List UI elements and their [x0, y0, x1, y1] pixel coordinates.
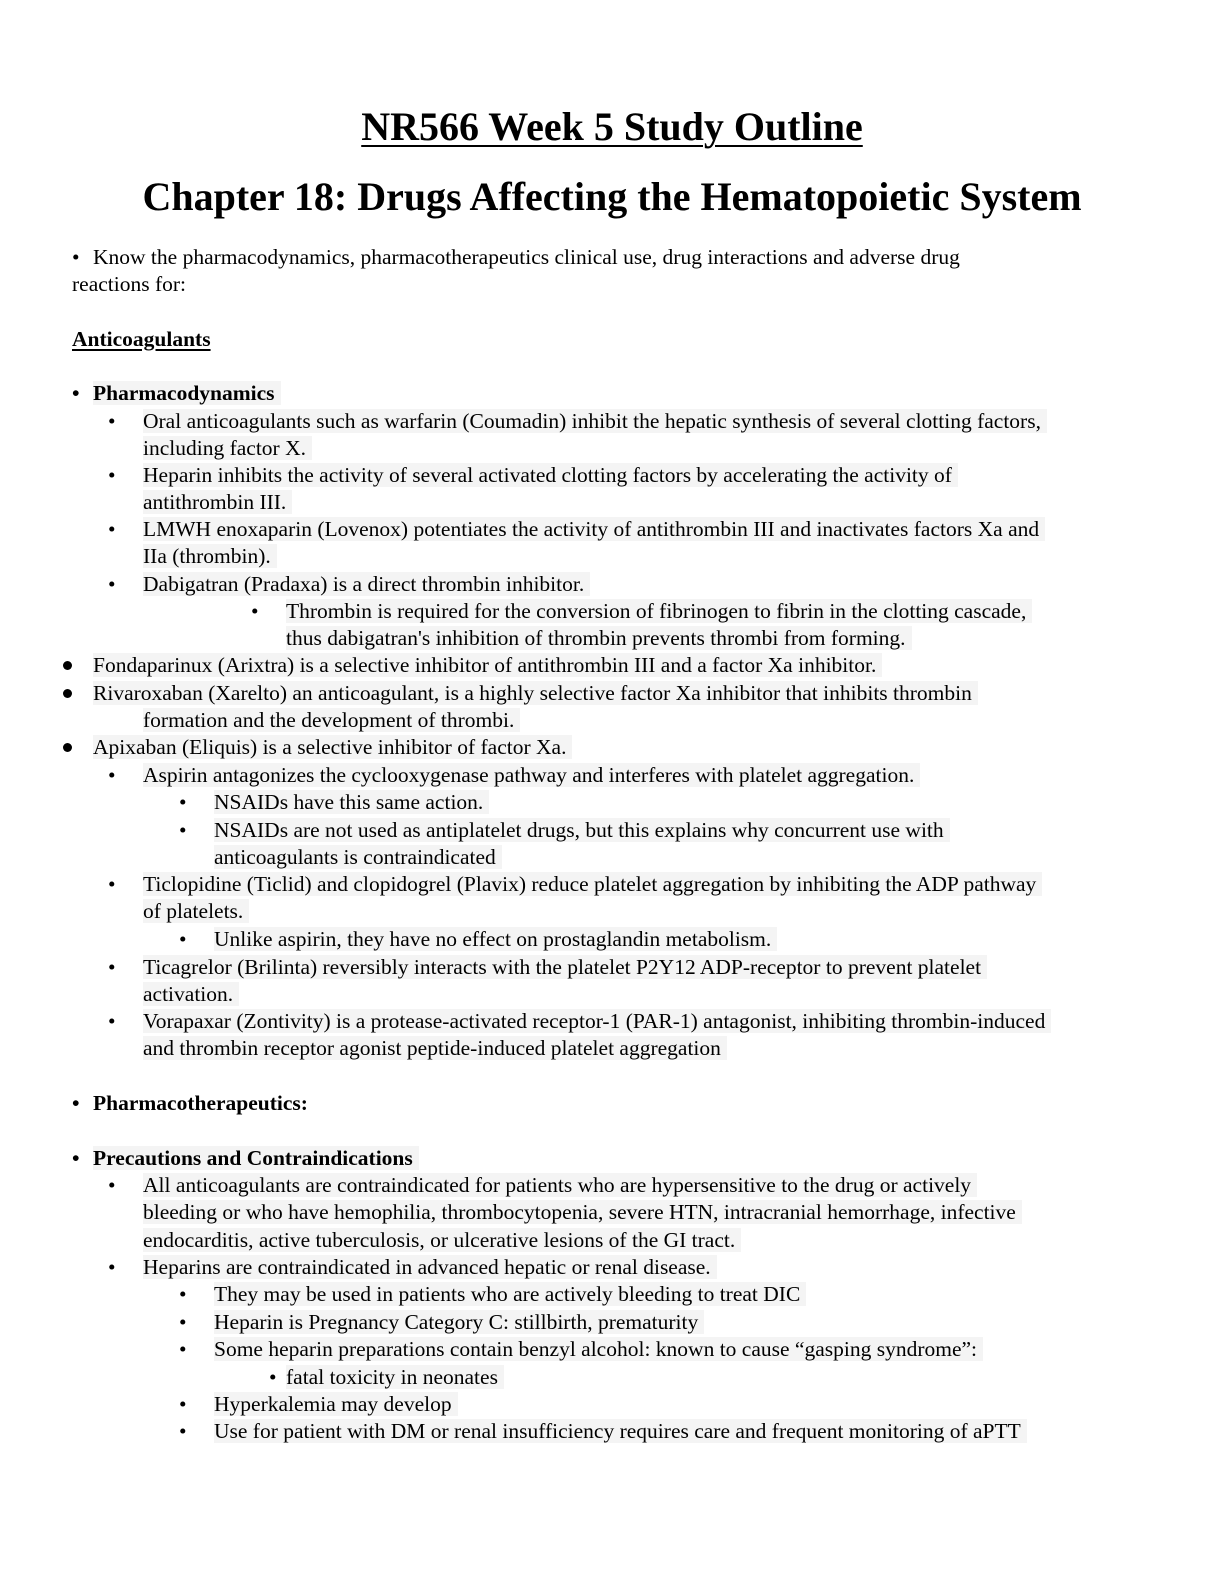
bullet-dot	[63, 743, 72, 752]
list-item: anticoagulants is contraindicated	[214, 844, 502, 871]
list-item: All anticoagulants are contraindicated for patients who are hypersensitive to the drug or actively	[143, 1172, 977, 1199]
bullet: •	[108, 955, 116, 979]
bullet: •	[269, 1365, 277, 1389]
bullet: •	[179, 1282, 187, 1306]
list-item: formation and the development of thrombi.	[143, 707, 520, 734]
bullet: •	[179, 927, 187, 951]
list-item: Use for patient with DM or renal insufficiency requires care and frequent monitoring of aPTT	[214, 1418, 1027, 1445]
list-item: Heparin is Pregnancy Category C: stillbirth, prematurity	[214, 1309, 704, 1336]
heading-pharmacodynamics: Pharmacodynamics	[93, 380, 281, 407]
list-item: bleeding or who have hemophilia, thrombocytopenia, severe HTN, intracranial hemorrhage, infective	[143, 1199, 1022, 1226]
bullet-dot	[63, 689, 72, 698]
list-item: and thrombin receptor agonist peptide-induced platelet aggregation	[143, 1035, 727, 1062]
list-item: Aspirin antagonizes the cyclooxygenase pathway and interferes with platelet aggregation.	[143, 762, 920, 789]
list-item: NSAIDs have this same action.	[214, 789, 489, 816]
list-item: Heparins are contraindicated in advanced hepatic or renal disease.	[143, 1254, 717, 1281]
heading-pharmacotherapeutics: Pharmacotherapeutics:	[93, 1091, 308, 1115]
list-item: Thrombin is required for the conversion of fibrinogen to fibrin in the clotting cascade,	[286, 598, 1032, 625]
list-item: LMWH enoxaparin (Lovenox) potentiates the activity of antithrombin III and inactivates factors Xa and	[143, 516, 1045, 543]
bullet: •	[179, 818, 187, 842]
list-item: NSAIDs are not used as antiplatelet drugs, but this explains why concurrent use with	[214, 817, 950, 844]
bullet: •	[108, 872, 116, 896]
intro-bullet: •	[72, 245, 80, 269]
list-item: fatal toxicity in neonates	[286, 1364, 504, 1391]
section-heading-anticoagulants: Anticoagulants	[72, 327, 211, 351]
list-item: Ticlopidine (Ticlid) and clopidogrel (Plavix) reduce platelet aggregation by inhibiting the ADP pathway	[143, 871, 1042, 898]
list-item: Apixaban (Eliquis) is a selective inhibitor of factor Xa.	[93, 734, 572, 761]
list-item: They may be used in patients who are actively bleeding to treat DIC	[214, 1281, 806, 1308]
list-item: Some heparin preparations contain benzyl alcohol: known to cause “gasping syndrome”:	[214, 1336, 983, 1363]
list-item: Fondaparinux (Arixtra) is a selective inhibitor of antithrombin III and a factor Xa inhibitor.	[93, 652, 882, 679]
bullet: •	[179, 790, 187, 814]
bullet: •	[72, 1146, 80, 1170]
intro-line: reactions for:	[72, 272, 187, 296]
list-item: antithrombin III.	[143, 489, 292, 516]
list-item: Vorapaxar (Zontivity) is a protease-activated receptor-1 (PAR-1) antagonist, inhibiting thrombin-induced	[143, 1008, 1051, 1035]
list-item: Hyperkalemia may develop	[214, 1391, 458, 1418]
list-item: Ticagrelor (Brilinta) reversibly interacts with the platelet P2Y12 ADP-receptor to prevent platelet	[143, 954, 987, 981]
list-item: Oral anticoagulants such as warfarin (Coumadin) inhibit the hepatic synthesis of several clotting factors,	[143, 408, 1047, 435]
list-item: endocarditis, active tuberculosis, or ulcerative lesions of the GI tract.	[143, 1227, 741, 1254]
bullet: •	[179, 1310, 187, 1334]
list-item: including factor X.	[143, 435, 312, 462]
bullet: •	[251, 599, 259, 623]
chapter-title: Chapter 18: Drugs Affecting the Hematopoietic System	[142, 174, 1082, 219]
heading-precautions: Precautions and Contraindications	[93, 1145, 419, 1172]
bullet: •	[179, 1392, 187, 1416]
intro-line: Know the pharmacodynamics, pharmacotherapeutics clinical use, drug interactions and adverse drug	[93, 245, 960, 269]
bullet: •	[72, 381, 80, 405]
list-item: IIa (thrombin).	[143, 543, 277, 570]
bullet: •	[108, 1255, 116, 1279]
bullet: •	[108, 572, 116, 596]
list-item: thus dabigatran's inhibition of thrombin prevents thrombi from forming.	[286, 625, 912, 652]
list-item: Rivaroxaban (Xarelto) an anticoagulant, is a highly selective factor Xa inhibitor that inhibits thrombin	[93, 680, 978, 707]
list-item: Unlike aspirin, they have no effect on prostaglandin metabolism.	[214, 926, 777, 953]
document-title: NR566 Week 5 Study Outline	[361, 104, 863, 149]
list-item: of platelets.	[143, 898, 249, 925]
bullet: •	[179, 1419, 187, 1443]
bullet: •	[108, 763, 116, 787]
bullet: •	[108, 409, 116, 433]
bullet-dot	[63, 661, 72, 670]
bullet: •	[72, 1091, 80, 1115]
bullet: •	[108, 517, 116, 541]
bullet: •	[108, 1009, 116, 1033]
bullet: •	[108, 1173, 116, 1197]
bullet: •	[108, 463, 116, 487]
list-item: activation.	[143, 981, 239, 1008]
bullet: •	[179, 1337, 187, 1361]
list-item: Heparin inhibits the activity of several activated clotting factors by accelerating the activity of	[143, 462, 958, 489]
list-item: Dabigatran (Pradaxa) is a direct thrombin inhibitor.	[143, 571, 590, 598]
